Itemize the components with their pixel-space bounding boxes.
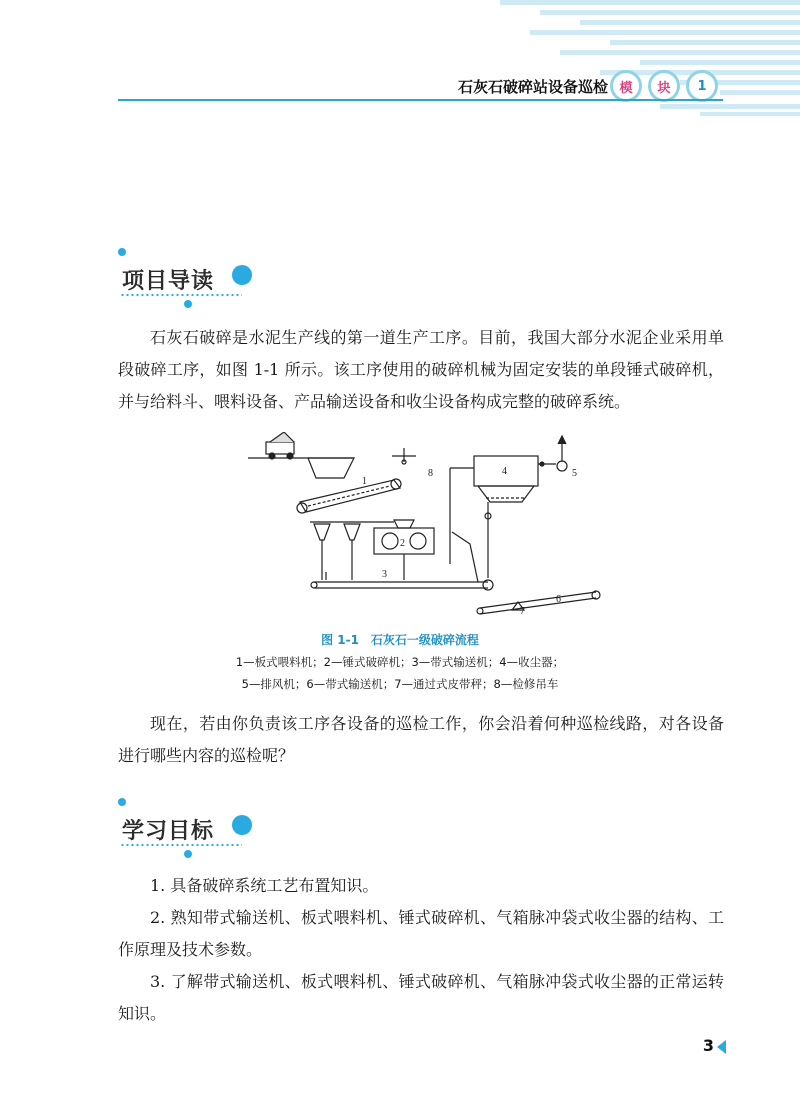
decor-dot bbox=[232, 815, 252, 835]
fig-label: 2 bbox=[400, 538, 405, 549]
fig-label: 6 bbox=[556, 594, 561, 605]
dust-collector bbox=[474, 456, 538, 502]
section-title: 学习目标 bbox=[122, 819, 215, 844]
decor-dot bbox=[118, 798, 126, 806]
fig-label: 7 bbox=[520, 606, 525, 617]
module-badge-char: 模 bbox=[610, 70, 642, 102]
figure-legend-line: 5—排风机；6—带式输送机；7—通过式皮带秤；8—检修吊车 bbox=[241, 677, 559, 691]
question-paragraph: 现在，若由你负责该工序各设备的巡检工作，你会沿着何种巡检线路，对各设备进行哪些内容的巡检呢？ bbox=[118, 714, 724, 765]
section-heading-intro bbox=[114, 244, 264, 314]
fig-label: 4 bbox=[502, 466, 507, 477]
goal-item: 1. 具备破碎系统工艺布置知识。 bbox=[150, 876, 379, 895]
decor-dot bbox=[118, 248, 126, 256]
module-badge-char: 块 bbox=[648, 70, 680, 102]
dotted-underline bbox=[120, 294, 242, 296]
header-title: 石灰石破碎站设备巡检 bbox=[457, 78, 608, 96]
plate-feeder bbox=[297, 479, 401, 513]
section-heading-goals bbox=[114, 794, 264, 864]
dotted-underline bbox=[120, 844, 242, 846]
fig-label: 8 bbox=[428, 468, 433, 479]
figure-caption: 图 1-1 石灰石一级破碎流程 bbox=[321, 633, 479, 647]
header-divider bbox=[118, 99, 723, 101]
goal-item: 2. 熟知带式输送机、板式喂料机、锤式破碎机、气箱脉冲袋式收尘器的结构、工作原理及技术参数。 bbox=[118, 908, 724, 959]
module-badge-group bbox=[610, 66, 722, 100]
fig-label: 3 bbox=[382, 569, 387, 580]
goal-item: 3. 了解带式输送机、板式喂料机、锤式破碎机、气箱脉冲袋式收尘器的正常运转知识。 bbox=[118, 972, 724, 1023]
truck-icon bbox=[266, 432, 294, 459]
fig-label: 1 bbox=[362, 476, 367, 487]
flow-diagram bbox=[244, 432, 604, 622]
page-number: 3 bbox=[702, 1036, 714, 1055]
intro-paragraph: 石灰石破碎是水泥生产线的第一道生产工序。目前，我国大部分水泥企业采用单段破碎工序，如图 1-1 所示。该工序使用的破碎机械为固定安装的单段锤式破碎机，并与给料斗、喂料设备、产品输送设备和收尘设备构成完整的破碎系统。 bbox=[118, 328, 724, 411]
decor-dot bbox=[232, 265, 252, 285]
decor-dot bbox=[184, 850, 192, 858]
decor-dot bbox=[184, 300, 192, 308]
figure-legend-line: 1—板式喂料机；2—锤式破碎机；3—带式输送机；4—收尘器； bbox=[235, 655, 565, 669]
page-marker-triangle bbox=[717, 1040, 726, 1054]
header-stripes bbox=[380, 0, 800, 120]
section-title: 项目导读 bbox=[122, 269, 215, 294]
fig-label: 5 bbox=[572, 468, 577, 479]
module-badge-number: 1 bbox=[686, 70, 718, 102]
